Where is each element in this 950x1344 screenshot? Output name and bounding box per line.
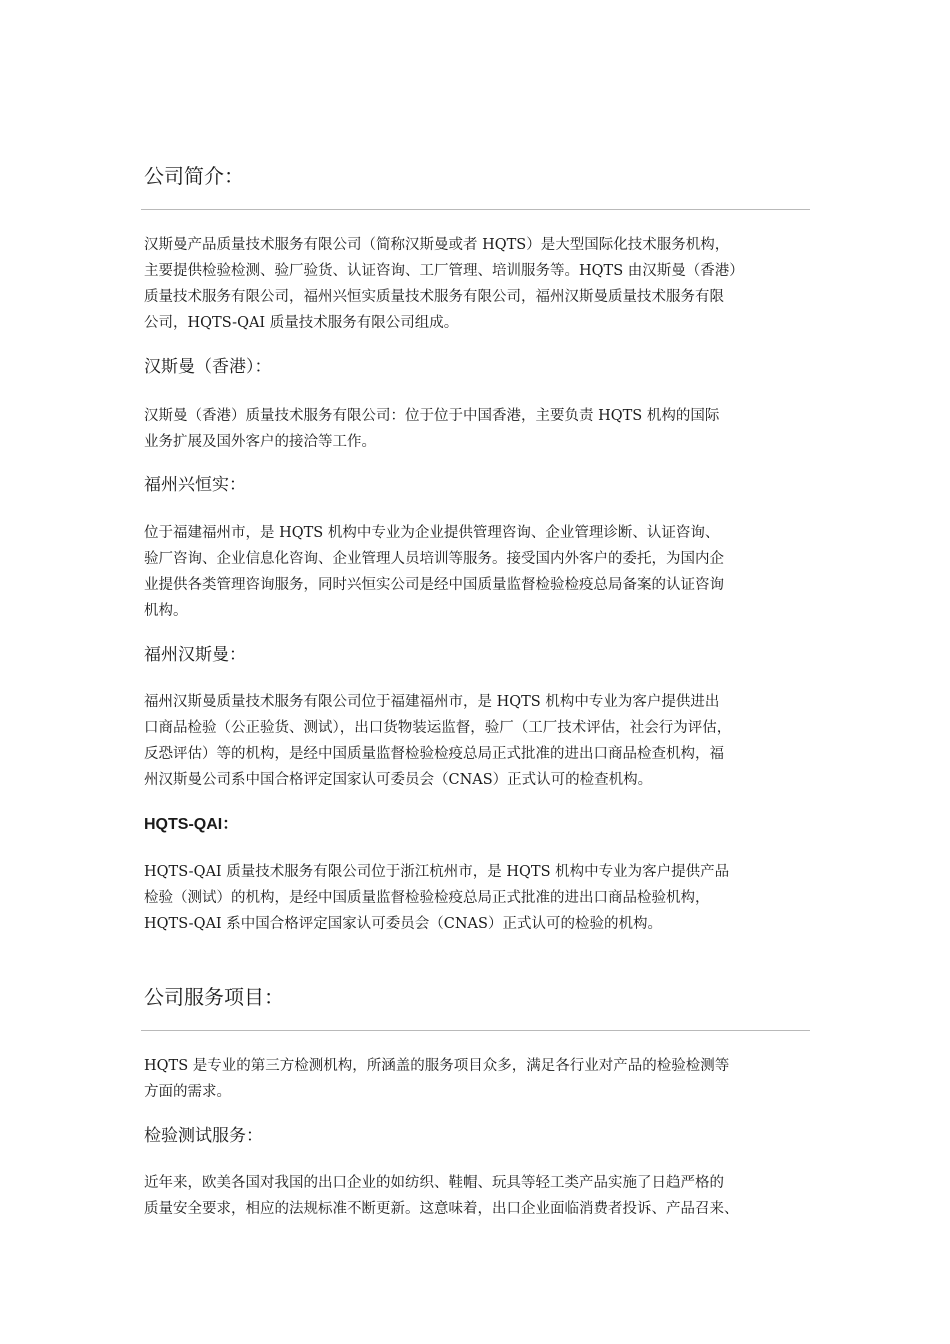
text-line: 公司，HQTS-QAI 质量技术服务有限公司组成。 — [144, 315, 459, 331]
text-line: 验厂咨询、企业信息化咨询、企业管理人员培训等服务。接受国内外客户的委托，为国内企 — [144, 551, 724, 567]
paragraph-hqts-qai — [144, 859, 810, 937]
text-line: 方面的需求。 — [144, 1084, 231, 1100]
text-line: 汉斯曼产品质量技术服务有限公司（简称汉斯曼或者 HQTS）是大型国际化技术服务机构， — [144, 237, 730, 253]
text-line: 机构。 — [144, 603, 188, 619]
paragraph-fuzhou-hqts — [144, 689, 810, 793]
heading-xinghengshi: 福州兴恒实： — [144, 475, 246, 495]
text-line: HQTS-QAI 质量技术服务有限公司位于浙江杭州市，是 HQTS 机构中专业为客户提供产品 — [144, 864, 730, 880]
text-line: HQTS 是专业的第三方检测机构，所涵盖的服务项目众多，满足各行业对产品的检验检测等 — [144, 1058, 730, 1074]
heading-company-intro: 公司简介： — [144, 164, 244, 188]
text-line: 口商品检验（公正验货、测试），出口货物装运监督，验厂（工厂技术评估，社会行为评估， — [144, 720, 732, 736]
paragraph-company-intro — [144, 232, 810, 336]
heading-hqts-qai: HQTS-QAI： — [144, 816, 239, 833]
paragraph-testing-services — [144, 1170, 810, 1222]
text-line: 检验（测试）的机构，是经中国质量监督检验检疫总局正式批准的进出口商品检验机构， — [144, 890, 710, 906]
text-line: 汉斯曼（香港）质量技术服务有限公司：位于位于中国香港，主要负责 HQTS 机构的国际 — [144, 408, 720, 424]
text-line: 质量技术服务有限公司，福州兴恒实质量技术服务有限公司，福州汉斯曼质量技术服务有限 — [144, 289, 724, 305]
text-line: 近年来，欧美各国对我国的出口企业的如纺织、鞋帽、玩具等轻工类产品实施了日趋严格的 — [144, 1175, 724, 1191]
section-divider — [141, 1030, 810, 1031]
paragraph-company-services — [144, 1053, 810, 1105]
heading-company-services: 公司服务项目： — [144, 985, 284, 1009]
paragraph-hongkong — [144, 403, 810, 455]
heading-testing-services: 检验测试服务： — [144, 1126, 263, 1146]
text-line: 州汉斯曼公司系中国合格评定国家认可委员会（CNAS）正式认可的检查机构。 — [144, 772, 653, 788]
text-line: 业务扩展及国外客户的接洽等工作。 — [144, 434, 376, 450]
text-line: 业提供各类管理咨询服务，同时兴恒实公司是经中国质量监督检验检疫总局备案的认证咨询 — [144, 577, 724, 593]
text-line: 质量安全要求，相应的法规标准不断更新。这意味着，出口企业面临消费者投诉、产品召来、 — [144, 1201, 739, 1217]
text-line: 位于福建福州市，是 HQTS 机构中专业为企业提供管理咨询、企业管理诊断、认证咨询、 — [144, 525, 720, 541]
heading-hongkong: 汉斯曼（香港）： — [144, 357, 272, 377]
text-line: 反恐评估）等的机构，是经中国质量监督检验检疫总局正式批准的进出口商品检查机构，福 — [144, 746, 724, 762]
text-line: HQTS-QAI 系中国合格评定国家认可委员会（CNAS）正式认可的检验的机构。 — [144, 916, 662, 932]
text-line: 主要提供检验检测、验厂验货、认证咨询、工厂管理、培训服务等。HQTS 由汉斯曼（香港） — [144, 263, 744, 279]
section-divider — [141, 209, 810, 210]
heading-fuzhou-hqts: 福州汉斯曼： — [144, 645, 246, 665]
paragraph-xinghengshi — [144, 520, 810, 624]
text-line: 福州汉斯曼质量技术服务有限公司位于福建福州市，是 HQTS 机构中专业为客户提供进出 — [144, 694, 720, 710]
